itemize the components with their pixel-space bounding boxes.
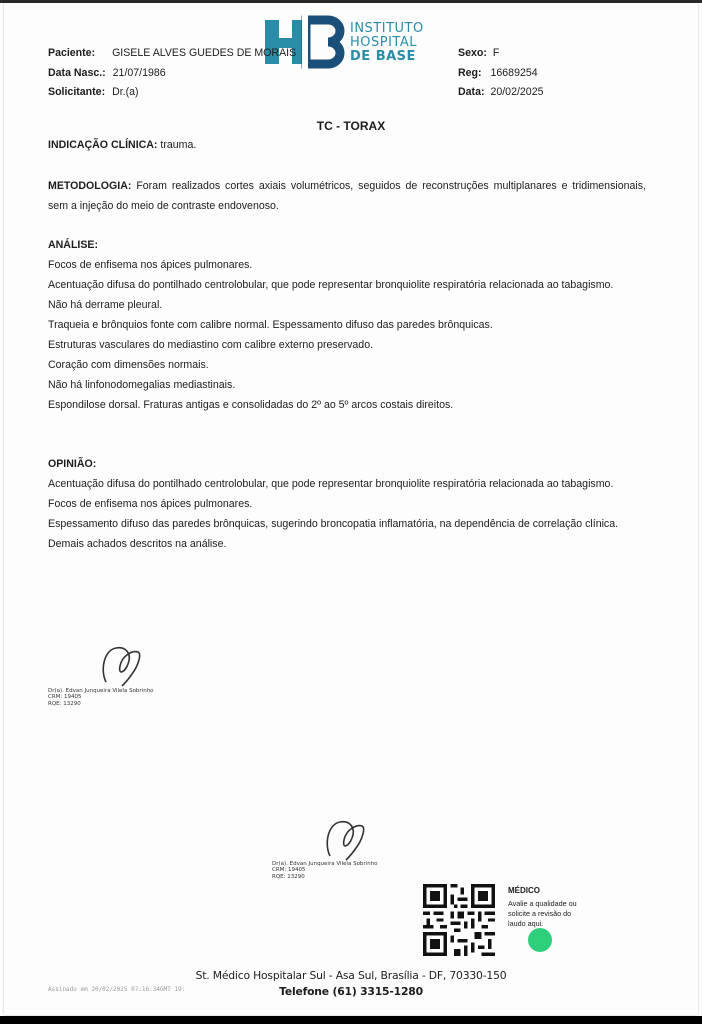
opinion-section (48, 454, 646, 554)
analysis-line: Não há derrame pleural. (48, 299, 163, 311)
signature-1-rqe: RQE: 13290 (48, 700, 81, 707)
date-label: Data: (458, 86, 485, 98)
signature-1-crm: CRM: 19405 (48, 694, 82, 701)
patient-label: Paciente: (48, 47, 96, 59)
signature-2-details (272, 861, 378, 880)
analysis-line: Coração com dimensões normais. (48, 359, 209, 371)
signature-2-rqe: RQE: 13290 (272, 873, 305, 880)
date-row (458, 86, 543, 98)
reg-row (458, 67, 538, 79)
birth-row (48, 67, 166, 79)
qr-box-text[interactable]: Avalie a qualidade ou solicite a revisão do laudo aqui. (508, 899, 577, 928)
opinion-line: Focos de enfisema nos ápices pulmonares. (48, 498, 253, 510)
indication-label: INDICAÇÃO CLÍNICA: (48, 139, 158, 151)
footer-phone: Telefone (61) 3315-1280 (279, 985, 423, 998)
requester-value: Dr.(a) (112, 86, 139, 98)
signature-1-details (48, 688, 154, 707)
analysis-section (48, 235, 646, 415)
opinion-heading: OPINIÃO: (48, 458, 97, 470)
logo-text-line2: HOSPITAL (350, 35, 418, 50)
methodology-paragraph (48, 176, 646, 216)
patient-row (48, 47, 296, 59)
clinical-indication (48, 135, 646, 155)
requester-row (48, 86, 139, 98)
signature-scribble-1 (98, 640, 144, 688)
qr-box-title: MÉDICO (508, 886, 540, 895)
logo-text-line1: INSTITUTO (350, 21, 424, 36)
analysis-line: Não há linfonodomegalias mediastinais. (48, 379, 236, 391)
signature-1-name: Dr(a). Edvan Junqueira Vilela Sobrinho (48, 688, 154, 694)
requester-label: Solicitante: (48, 86, 106, 98)
patient-name: GISELE ALVES GUEDES DE MORAIS (112, 47, 297, 59)
bottom-edge-bar (0, 1016, 702, 1024)
qr-code-icon[interactable] (423, 884, 495, 956)
exam-title: TC - TORAX (316, 119, 386, 133)
signature-scribble-2 (322, 814, 368, 862)
analysis-line: Acentuação difusa do pontilhado centrolobular, que pode representar bronquiolite respiratória relacionada ao tabagismo. (48, 279, 614, 291)
methodology-label: METODOLOGIA: (48, 180, 132, 192)
birth-label: Data Nasc.: (48, 67, 106, 79)
sex-row (458, 47, 499, 59)
methodology-text: Foram realizados cortes axiais volumétricos, seguidos de reconstruções multiplanares e tridimensionais, sem a injeção do meio de contraste endovenoso. (48, 180, 646, 212)
analysis-line: Estruturas vasculares do mediastino com calibre externo preservado. (48, 339, 374, 351)
signature-timestamp: Assinado em 20/02/2025 07:16:34GMT 19: (48, 986, 186, 993)
signature-2-name: Dr(a). Edvan Junqueira Vilela Sobrinho (272, 861, 378, 867)
indication-text: trauma. (160, 139, 197, 151)
signature-2-crm: CRM: 19405 (272, 867, 306, 874)
reg-value: 16689254 (490, 67, 538, 79)
floating-green-dot[interactable] (528, 928, 552, 952)
logo-text-line3: DE BASE (350, 49, 416, 64)
analysis-line: Espondilose dorsal. Fraturas antigas e consolidadas do 2º ao 5º arcos costais direitos. (48, 399, 454, 411)
analysis-heading: ANÁLISE: (48, 239, 99, 251)
opinion-line: Espessamento difuso das paredes brônquicas, sugerindo broncopatia inflamatória, na dependência de correlação clínica. (48, 518, 619, 530)
date-value: 20/02/2025 (490, 86, 544, 98)
reg-label: Reg: (458, 67, 482, 79)
analysis-line: Traqueia e brônquios fonte com calibre normal. Espessamento difuso das paredes brônquicas. (48, 319, 493, 331)
opinion-line: Acentuação difusa do pontilhado centrolobular, que pode representar bronquiolite respiratória relacionada ao tabagismo. (48, 478, 614, 490)
sex-label: Sexo: (458, 47, 487, 59)
opinion-line: Demais achados descritos na análise. (48, 538, 227, 550)
footer-address: St. Médico Hospitalar Sul - Asa Sul, Brasília - DF, 70330-150 (195, 969, 507, 982)
sex-value: F (492, 47, 500, 59)
analysis-line: Focos de enfisema nos ápices pulmonares. (48, 259, 253, 271)
birth-date: 21/07/1986 (112, 67, 166, 79)
